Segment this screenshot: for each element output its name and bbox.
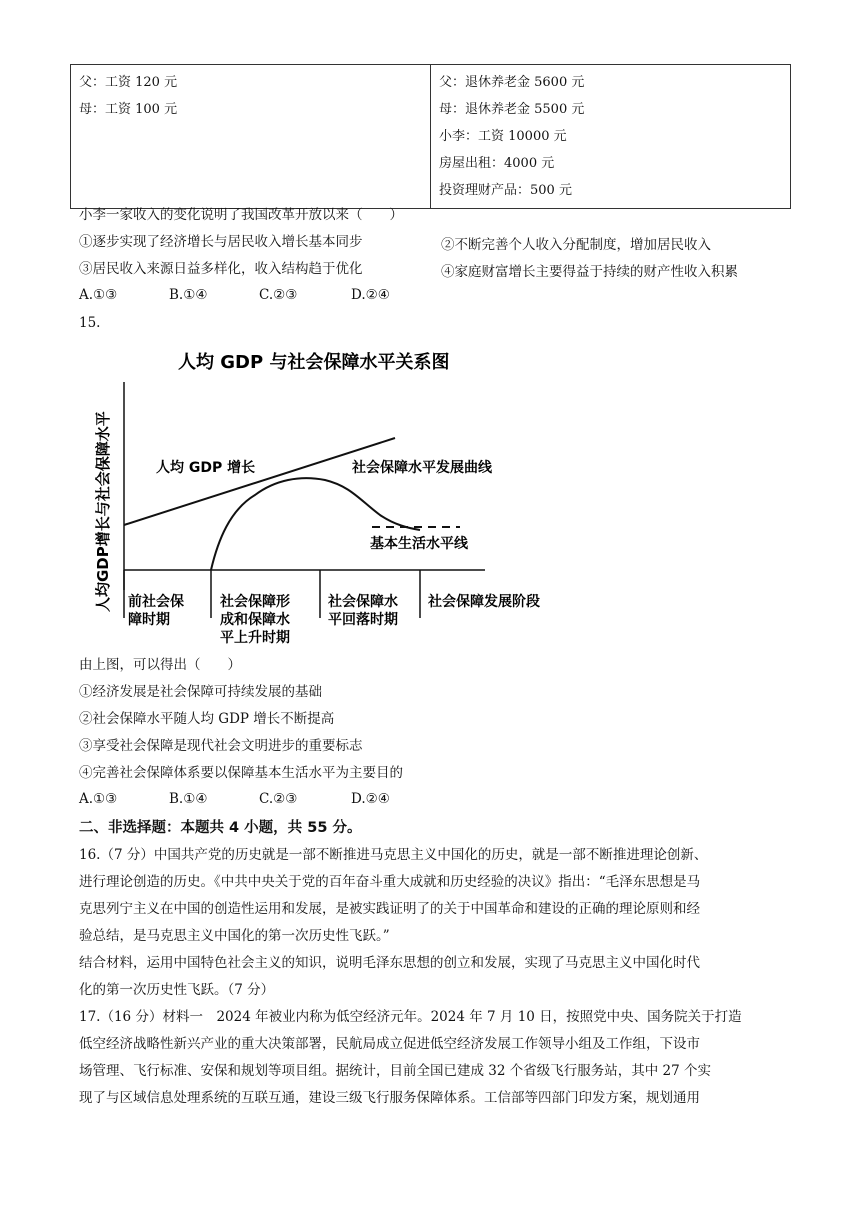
chart-title: 人均 GDP 与社会保障水平关系图 (178, 352, 450, 373)
q14-option-a: A.①③ (79, 287, 118, 303)
q15-item-2: ②社会保障水平随人均 GDP 增长不断提高 (79, 711, 335, 727)
gdp-growth-label: 人均 GDP 增长 (156, 460, 256, 476)
q15-option-c: C.②③ (259, 791, 298, 807)
q14-option-b: B.①④ (169, 287, 208, 303)
q17-line: 低空经济战略性新兴产业的重大决策部署，民航局成立促进低空经济发展工作领导小组及工作组，下设市 (79, 1036, 700, 1052)
q15-stem: 由上图，可以得出（ ） (79, 657, 241, 673)
basic-living-label: 基本生活水平线 (370, 536, 468, 552)
q15-item-1: ①经济发展是社会保障可持续发展的基础 (79, 684, 322, 700)
chart-ylabel: 人均GDP增长与社会保障水平 (94, 411, 112, 612)
q15-option-a: A.①③ (79, 791, 118, 807)
q15-item-4: ④完善社会保障体系要以保障基本生活水平为主要目的 (79, 765, 403, 781)
table-row (71, 65, 791, 209)
gdp-growth-line (124, 438, 395, 525)
q16-line: 16.（7 分）中国共产党的历史就是一部不断推进马克思主义中国化的历史，就是一部不断推进理论创新、 (79, 847, 708, 863)
q17-line: 场管理、飞行标准、安保和规划等项目组。据统计，目前全国已建成 32 个省级飞行服务站，其中 27 个实 (79, 1063, 712, 1079)
table-cell-line: 小李：工资 10000 元 (439, 129, 567, 144)
q16-line: 克思列宁主义在中国的创造性运用和发展，是被实践证明了的关于中国革命和建设的正确的理论原则和经 (79, 901, 700, 917)
stage-label-fall: 平回落时期 (328, 612, 398, 628)
table-cell-line: 母：工资 100 元 (79, 102, 178, 117)
table-cell-line: 父：退休养老金 5600 元 (439, 75, 585, 90)
q14-item-2: ②不断完善个人收入分配制度，增加居民收入 (441, 237, 711, 253)
stage-label-rise: 成和保障水 (220, 612, 290, 628)
q16-line: 结合材料，运用中国特色社会主义的知识，说明毛泽东思想的创立和发展，实现了马克思主义中国化时代 (79, 955, 700, 971)
table-cell-before (71, 65, 431, 209)
q14-option-d: D.②④ (351, 287, 390, 303)
q15-option-d: D.②④ (351, 791, 390, 807)
q15-item-3: ③享受社会保障是现代社会文明进步的重要标志 (79, 738, 363, 754)
table-cell-line: 父：工资 120 元 (79, 75, 178, 90)
q14-stem: 小李一家收入的变化说明了我国改革开放以来（ ） (79, 207, 403, 223)
stage-label-pre: 障时期 (128, 612, 170, 628)
social-security-chart (90, 340, 590, 650)
section-heading: 二、非选择题：本题共 4 小题，共 55 分。 (79, 820, 362, 836)
q15-option-b: B.①④ (169, 791, 208, 807)
q15-number: 15. (79, 315, 101, 331)
q17-line: 17.（16 分）材料一 2024 年被业内称为低空经济元年。2024 年 7 月 10 日，按照党中央、国务院关于打造 (79, 1009, 742, 1025)
security-curve-label: 社会保障水平发展曲线 (352, 460, 492, 476)
q16-line: 验总结，是马克思主义中国化的第一次历史性飞跃。” (79, 928, 390, 944)
stage-label-fall: 社会保障水 (328, 594, 398, 610)
q14-item-1: ①逐步实现了经济增长与居民收入增长基本同步 (79, 234, 363, 250)
q14-item-3: ③居民收入来源日益多样化，收入结构趋于优化 (79, 261, 363, 277)
table-cell-line: 投资理财产品：500 元 (439, 183, 572, 198)
q14-item-4: ④家庭财富增长主要得益于持续的财产性收入积累 (441, 264, 738, 280)
q17-line: 现了与区域信息处理系统的互联互通，建设三级飞行服务保障体系。工信部等四部门印发方案，规划通用 (79, 1090, 700, 1106)
stage-label-pre: 前社会保 (128, 594, 184, 610)
table-cell-after (431, 65, 791, 209)
stage-label-rise: 平上升时期 (220, 630, 290, 646)
x-axis-label: 社会保障发展阶段 (428, 594, 540, 610)
q16-line: 进行理论创造的历史。《中共中央关于党的百年奋斗重大成就和历史经验的决议》指出：“毛泽东思想是马 (79, 874, 701, 890)
table-cell-line: 房屋出租：4000 元 (439, 156, 555, 171)
income-table (70, 64, 791, 209)
security-level-curve (211, 478, 420, 570)
table-cell-line: 母：退休养老金 5500 元 (439, 102, 585, 117)
q16-line: 化的第一次历史性飞跃。（7 分） (79, 982, 275, 998)
stage-label-rise: 社会保障形 (220, 594, 290, 610)
q14-option-c: C.②③ (259, 287, 298, 303)
